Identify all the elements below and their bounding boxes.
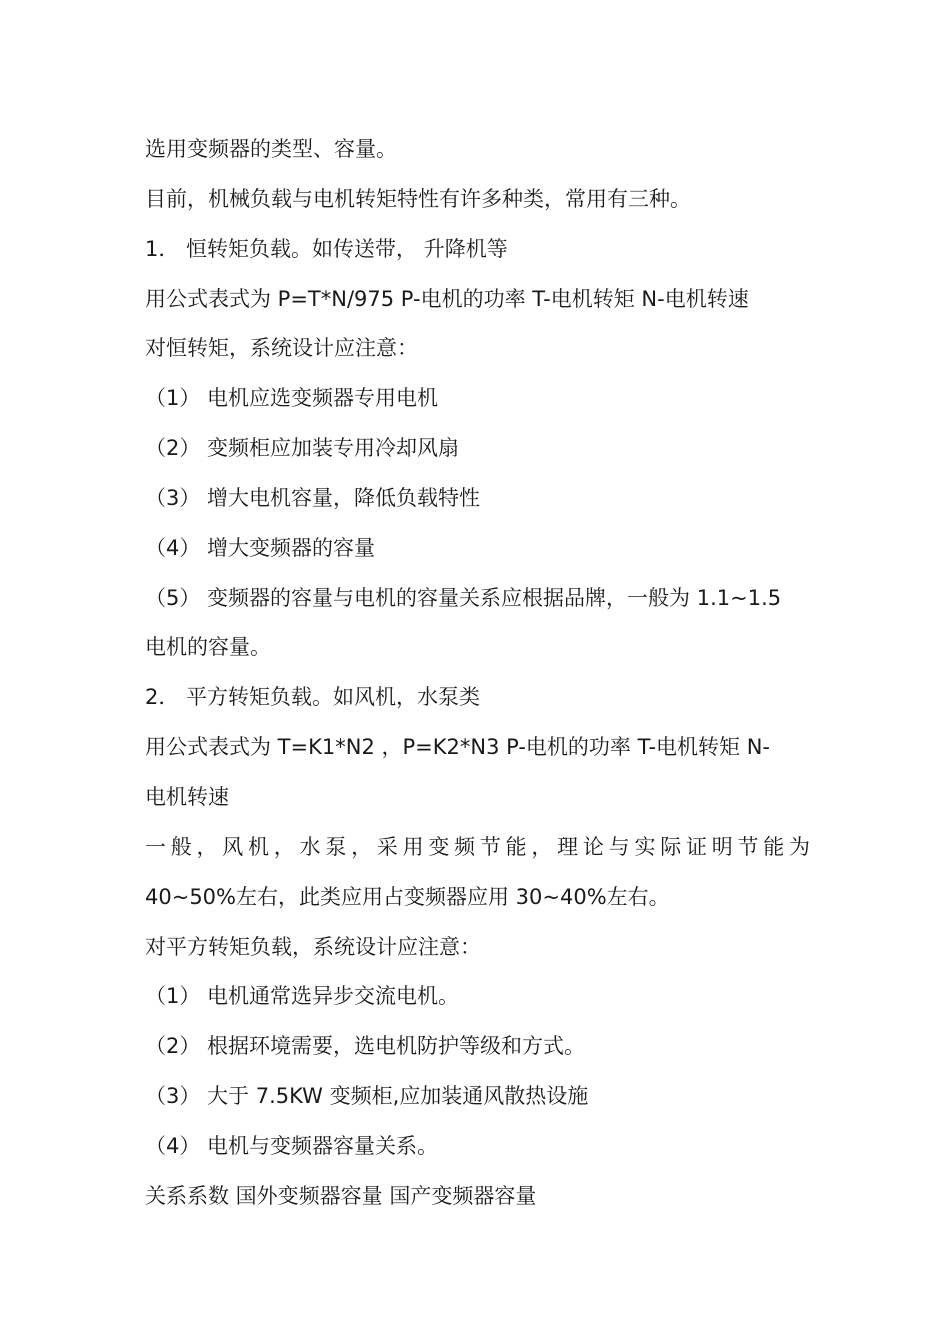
section-2-note-item: （1） 电机通常选异步交流电机。 bbox=[145, 984, 460, 1009]
intro-heading: 选用变频器的类型、容量。 bbox=[145, 137, 397, 161]
section-1-formula: 用公式表式为 P=T*N/975 P-电机的功率 T-电机转矩 N-电机转速 bbox=[145, 286, 749, 311]
section-2-note-item: （3） 大于 7.5KW 变频柜,应加装通风散热设施 bbox=[145, 1084, 589, 1109]
section-1-notes-title: 对恒转矩，系统设计应注意： bbox=[145, 336, 418, 361]
section-1-heading: 1． 恒转矩负载。如传送带， 升降机等 bbox=[145, 236, 508, 261]
capacity-table-header: 关系系数 国外变频器容量 国产变频器容量 bbox=[145, 1183, 537, 1208]
document-body bbox=[145, 129, 810, 1226]
intro-paragraph: 目前，机械负载与电机转矩特性有许多种类，常用有三种。 bbox=[145, 186, 691, 211]
section-1-note-item: （5） 变频器的容量与电机的容量关系应根据品牌，一般为 1.1~1.5 bbox=[145, 585, 782, 610]
section-1-note-item: （2） 变频柜应加装专用冷却风扇 bbox=[145, 436, 460, 461]
section-1-note-item: （1） 电机应选变频器专用电机 bbox=[145, 386, 439, 411]
section-2-formula-continuation: 电机转速 bbox=[145, 784, 229, 809]
section-2-savings-continuation: 40~50%左右，此类应用占变频器应用 30~40%左右。 bbox=[145, 884, 670, 909]
section-2-note-item: （4） 电机与变频器容量关系。 bbox=[145, 1133, 439, 1158]
section-2-formula: 用公式表式为 T=K1*N2 ，P=K2*N3 P-电机的功率 T-电机转矩 N- bbox=[145, 735, 771, 760]
section-2-notes-title: 对平方转矩负载，系统设计应注意： bbox=[145, 934, 481, 959]
section-1-note-continuation: 电机的容量。 bbox=[145, 635, 271, 660]
section-2-heading: 2． 平方转矩负载。如风机，水泵类 bbox=[145, 685, 481, 710]
section-2-note-item: （2） 根据环境需要，选电机防护等级和方式。 bbox=[145, 1034, 586, 1059]
section-2-savings-paragraph: 一般，风机，水泵，采用变频节能，理论与实际证明节能为 bbox=[145, 834, 810, 859]
section-1-note-item: （4） 增大变频器的容量 bbox=[145, 535, 376, 560]
section-1-note-item: （3） 增大电机容量，降低负载特性 bbox=[145, 485, 481, 510]
